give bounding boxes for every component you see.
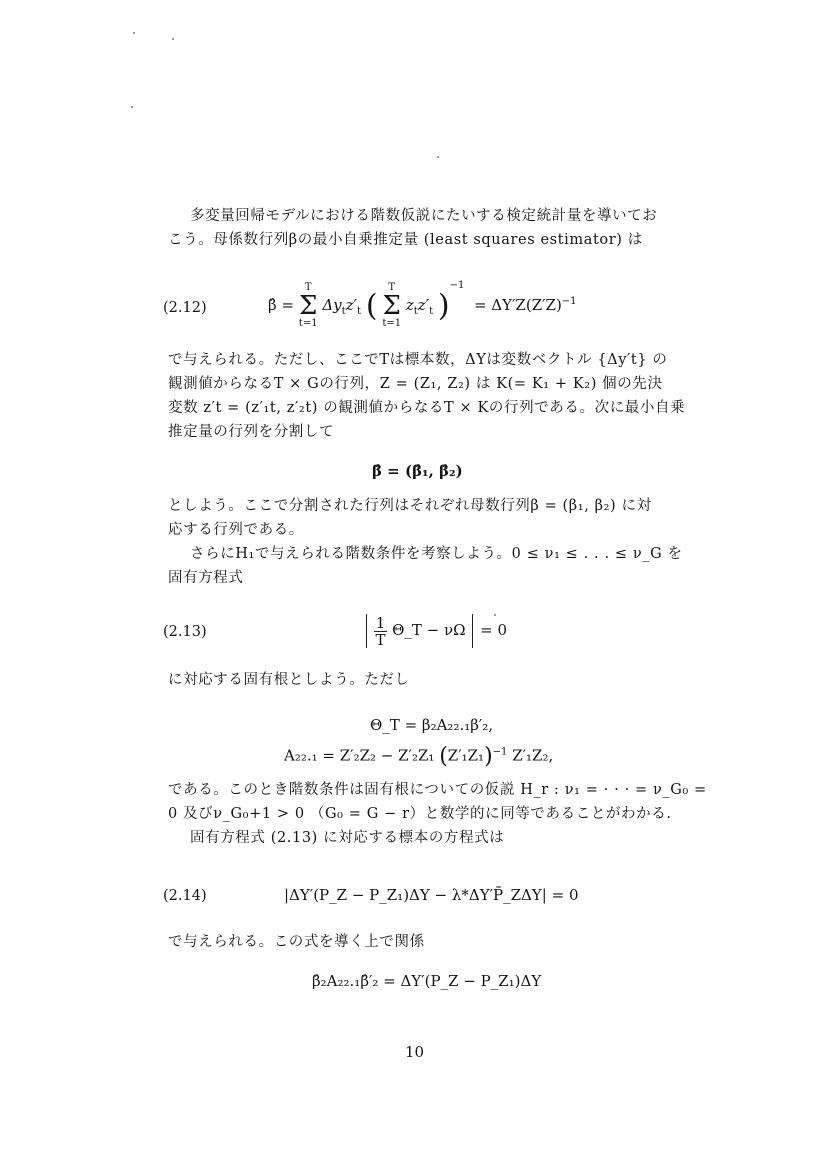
eq-term-2-z: z′	[417, 296, 430, 314]
para1-line-4: 推定量の行列を分割して	[168, 424, 335, 440]
eq-rhs: = 0	[480, 621, 508, 639]
para4-line-1: である。このとき階数条件は固有根についての仮説 H_r : ν₁ = · · · = ν_G₀ =	[168, 782, 707, 798]
eq-term-1-sub: t	[341, 306, 346, 317]
equation-a22: A₂₂.₁ = Z′₂Z₂ − Z′₂Z₁ $(Z'_1Z_1)^{-1}$ Z′₁Z₂,	[284, 744, 554, 769]
equation-2-12: β̂ = T Σ t=1 $\Delta y_tz'_t$ ( T Σ t=1 $z_tz'_t$ )$^{-1} = \Delta Y'Z(Z'Z)^{-1}$	[268, 280, 577, 329]
scan-speck	[437, 156, 439, 158]
eq-body: Θ_T − νΩ	[392, 621, 466, 639]
inner-sum-top: T	[388, 282, 396, 293]
eq-rhs-exp: −1	[561, 296, 577, 307]
para4-line-3: 固有方程式 (2.13) に対応する標本の方程式は	[190, 830, 505, 846]
equation-theta: Θ_T = β₂A₂₂.₁β′₂,	[370, 716, 494, 734]
equation-number: (2.13)	[163, 624, 207, 640]
para3-line-1: に対応する固有根としよう。ただし	[168, 672, 410, 688]
eq-rhs: = ΔY′Z(Z′Z)	[473, 296, 562, 314]
page-number: 10	[405, 1043, 425, 1061]
fraction-numerator: 1	[375, 613, 386, 632]
inner-sum-bottom: t=1	[382, 318, 402, 329]
para1-line-1: で与えられる。ただし、ここでTは標本数，ΔYは変数ベクトル {Δy′t} の	[168, 352, 668, 368]
eq-term-2-sub: t	[413, 306, 418, 317]
sum-operator: T Σ t=1	[298, 282, 318, 329]
para1-line-3: 変数 z′t = (z′₁t, z′₂t) の観測値からなるT × Kの行列である。次に最小自乗	[168, 400, 686, 416]
eq-term-2: z	[405, 296, 414, 314]
intro-line-2: こう。母係数行列βの最小自乗推定量 (least squares estimator) は	[168, 232, 643, 248]
equation-2-14: |ΔY′(P_Z − P_Z₁)ΔY − λ*ΔY′P̄_ZΔY| = 0	[284, 886, 579, 904]
sum-top: T	[304, 282, 312, 293]
inner-sum-operator: T Σ t=1	[382, 282, 402, 329]
eq-term-2-zsub: t	[429, 306, 434, 317]
para5-line-1: で与えられる。この式を導く上で関係	[168, 934, 425, 950]
scan-speck	[133, 32, 135, 34]
eq-a22-exp: −1	[492, 746, 508, 758]
para2-line-3: さらにH₁で与えられる階数条件を考察しよう。0 ≤ ν₁ ≤ . . . ≤ ν_G を	[190, 546, 683, 562]
para1-line-2: 観測値からなるT × Gの行列，Z = (Z₁, Z₂) は K(= K₁ + K₂) 個の先決	[168, 376, 663, 392]
eq-a22-lhs: A₂₂.₁ = Z′₂Z₂ − Z′₂Z₁	[284, 746, 435, 765]
intro-line-1: 多変量回帰モデルにおける階数仮説にたいする検定統計量を導いてお	[190, 208, 658, 224]
para2-line-2: 応する行列である。	[168, 522, 304, 538]
equation-number: (2.14)	[163, 888, 207, 904]
scan-speck	[172, 38, 174, 40]
sum-bottom: t=1	[298, 318, 318, 329]
fraction	[374, 615, 388, 648]
eq-term-1-zsub: t	[357, 306, 362, 317]
eq-a22-mid: Z′₁Z₁	[447, 746, 485, 765]
fraction-denominator: T	[375, 630, 386, 649]
eq-term-1-z: z′	[345, 296, 357, 314]
equation-2-13	[364, 614, 507, 648]
para2-line-1: としよう。ここで分割された行列はそれぞれ母数行列β = (β₁, β₂) に対	[168, 498, 652, 514]
eq-a22-rhs: Z′₁Z₂,	[512, 746, 554, 765]
equation-final: β̂₂A₂₂.₁β̂′₂ = ΔY′(P_Z − P_Z₁)ΔY	[312, 972, 542, 990]
eq-lhs: β̂ =	[268, 296, 295, 314]
para2-line-4: 固有方程式	[168, 570, 244, 586]
scan-speck	[131, 106, 133, 108]
eq-term-1: Δy	[322, 296, 342, 314]
para4-line-2: 0 及びν_G₀+1 > 0 （G₀ = G − r）と数学的に同等であることがわかる.	[168, 806, 672, 822]
equation-number: (2.12)	[163, 300, 207, 316]
eq-exponent: −1	[449, 280, 465, 291]
equation-partition: β̂ = (β̂₁, β̂₂)	[372, 462, 463, 480]
